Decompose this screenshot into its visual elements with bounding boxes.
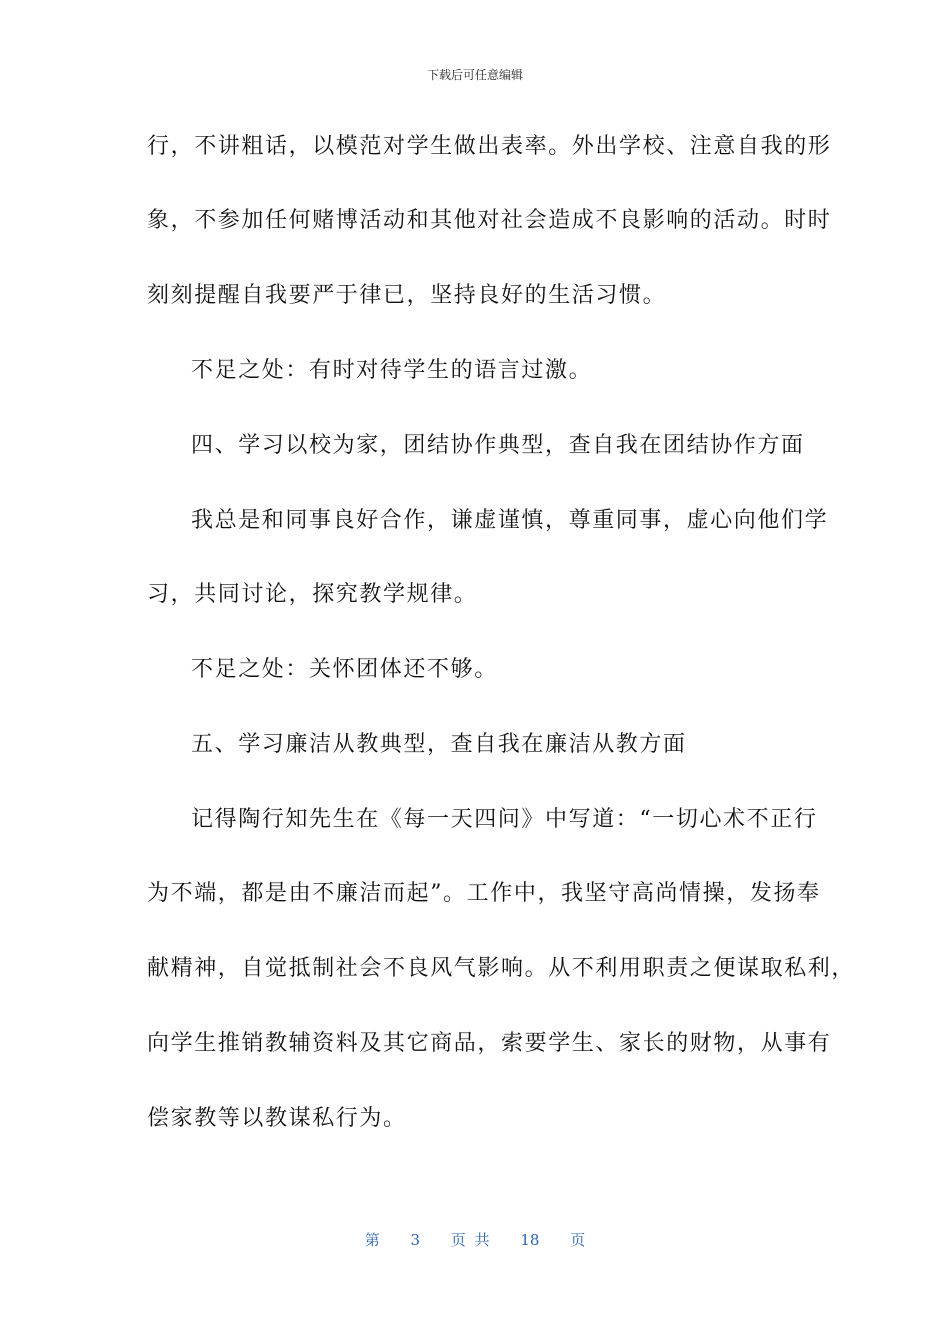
footer-label-end: 页	[570, 1231, 586, 1249]
page-header: 下载后可任意编辑	[426, 68, 523, 82]
body-line: 向学生推销教辅资料及其它商品，索要学生、家长的财物，从事有	[147, 1031, 832, 1056]
body-line: 我总是和同事良好合作，谦虚谨慎，尊重同事，虚心向他们学	[191, 508, 829, 533]
body-line: 献精神，自觉抵制社会不良风气影响。从不利用职责之便谋取私利，	[147, 956, 856, 981]
body-line: 习，共同讨论，探究教学规律。	[147, 582, 478, 607]
section-heading: 五、学习廉洁从教典型，查自我在廉洁从教方面	[191, 732, 687, 757]
body-line: 偿家教等以教谋私行为。	[147, 1106, 407, 1131]
body-line: 不足之处：关怀团体还不够。	[191, 657, 498, 682]
footer-label-page: 第	[364, 1231, 380, 1249]
section-heading: 四、学习以校为家，团结协作典型，查自我在团结协作方面	[191, 433, 805, 458]
footer-label-of: 页 共	[450, 1231, 490, 1249]
body-line: 记得陶行知先生在《每一天四问》中写道：“一切心术不正行	[191, 807, 818, 832]
body-line: 行，不讲粗话，以模范对学生做出表率。外出学校、注意自我的形	[147, 134, 832, 159]
current-page-number: 3	[410, 1231, 421, 1249]
body-line: 象，不参加任何赌博活动和其他对社会造成不良影响的活动。时时	[147, 208, 832, 233]
body-line: 不足之处：有时对待学生的语言过激。	[191, 358, 593, 383]
page-footer	[0, 1229, 950, 1250]
body-line: 刻刻提醒自我要严于律已，坚持良好的生活习惯。	[147, 283, 667, 308]
body-line: 为不端，都是由不廉洁而起”。工作中，我坚守高尚情操，发扬奉	[147, 881, 821, 906]
total-page-count: 18	[520, 1231, 540, 1249]
